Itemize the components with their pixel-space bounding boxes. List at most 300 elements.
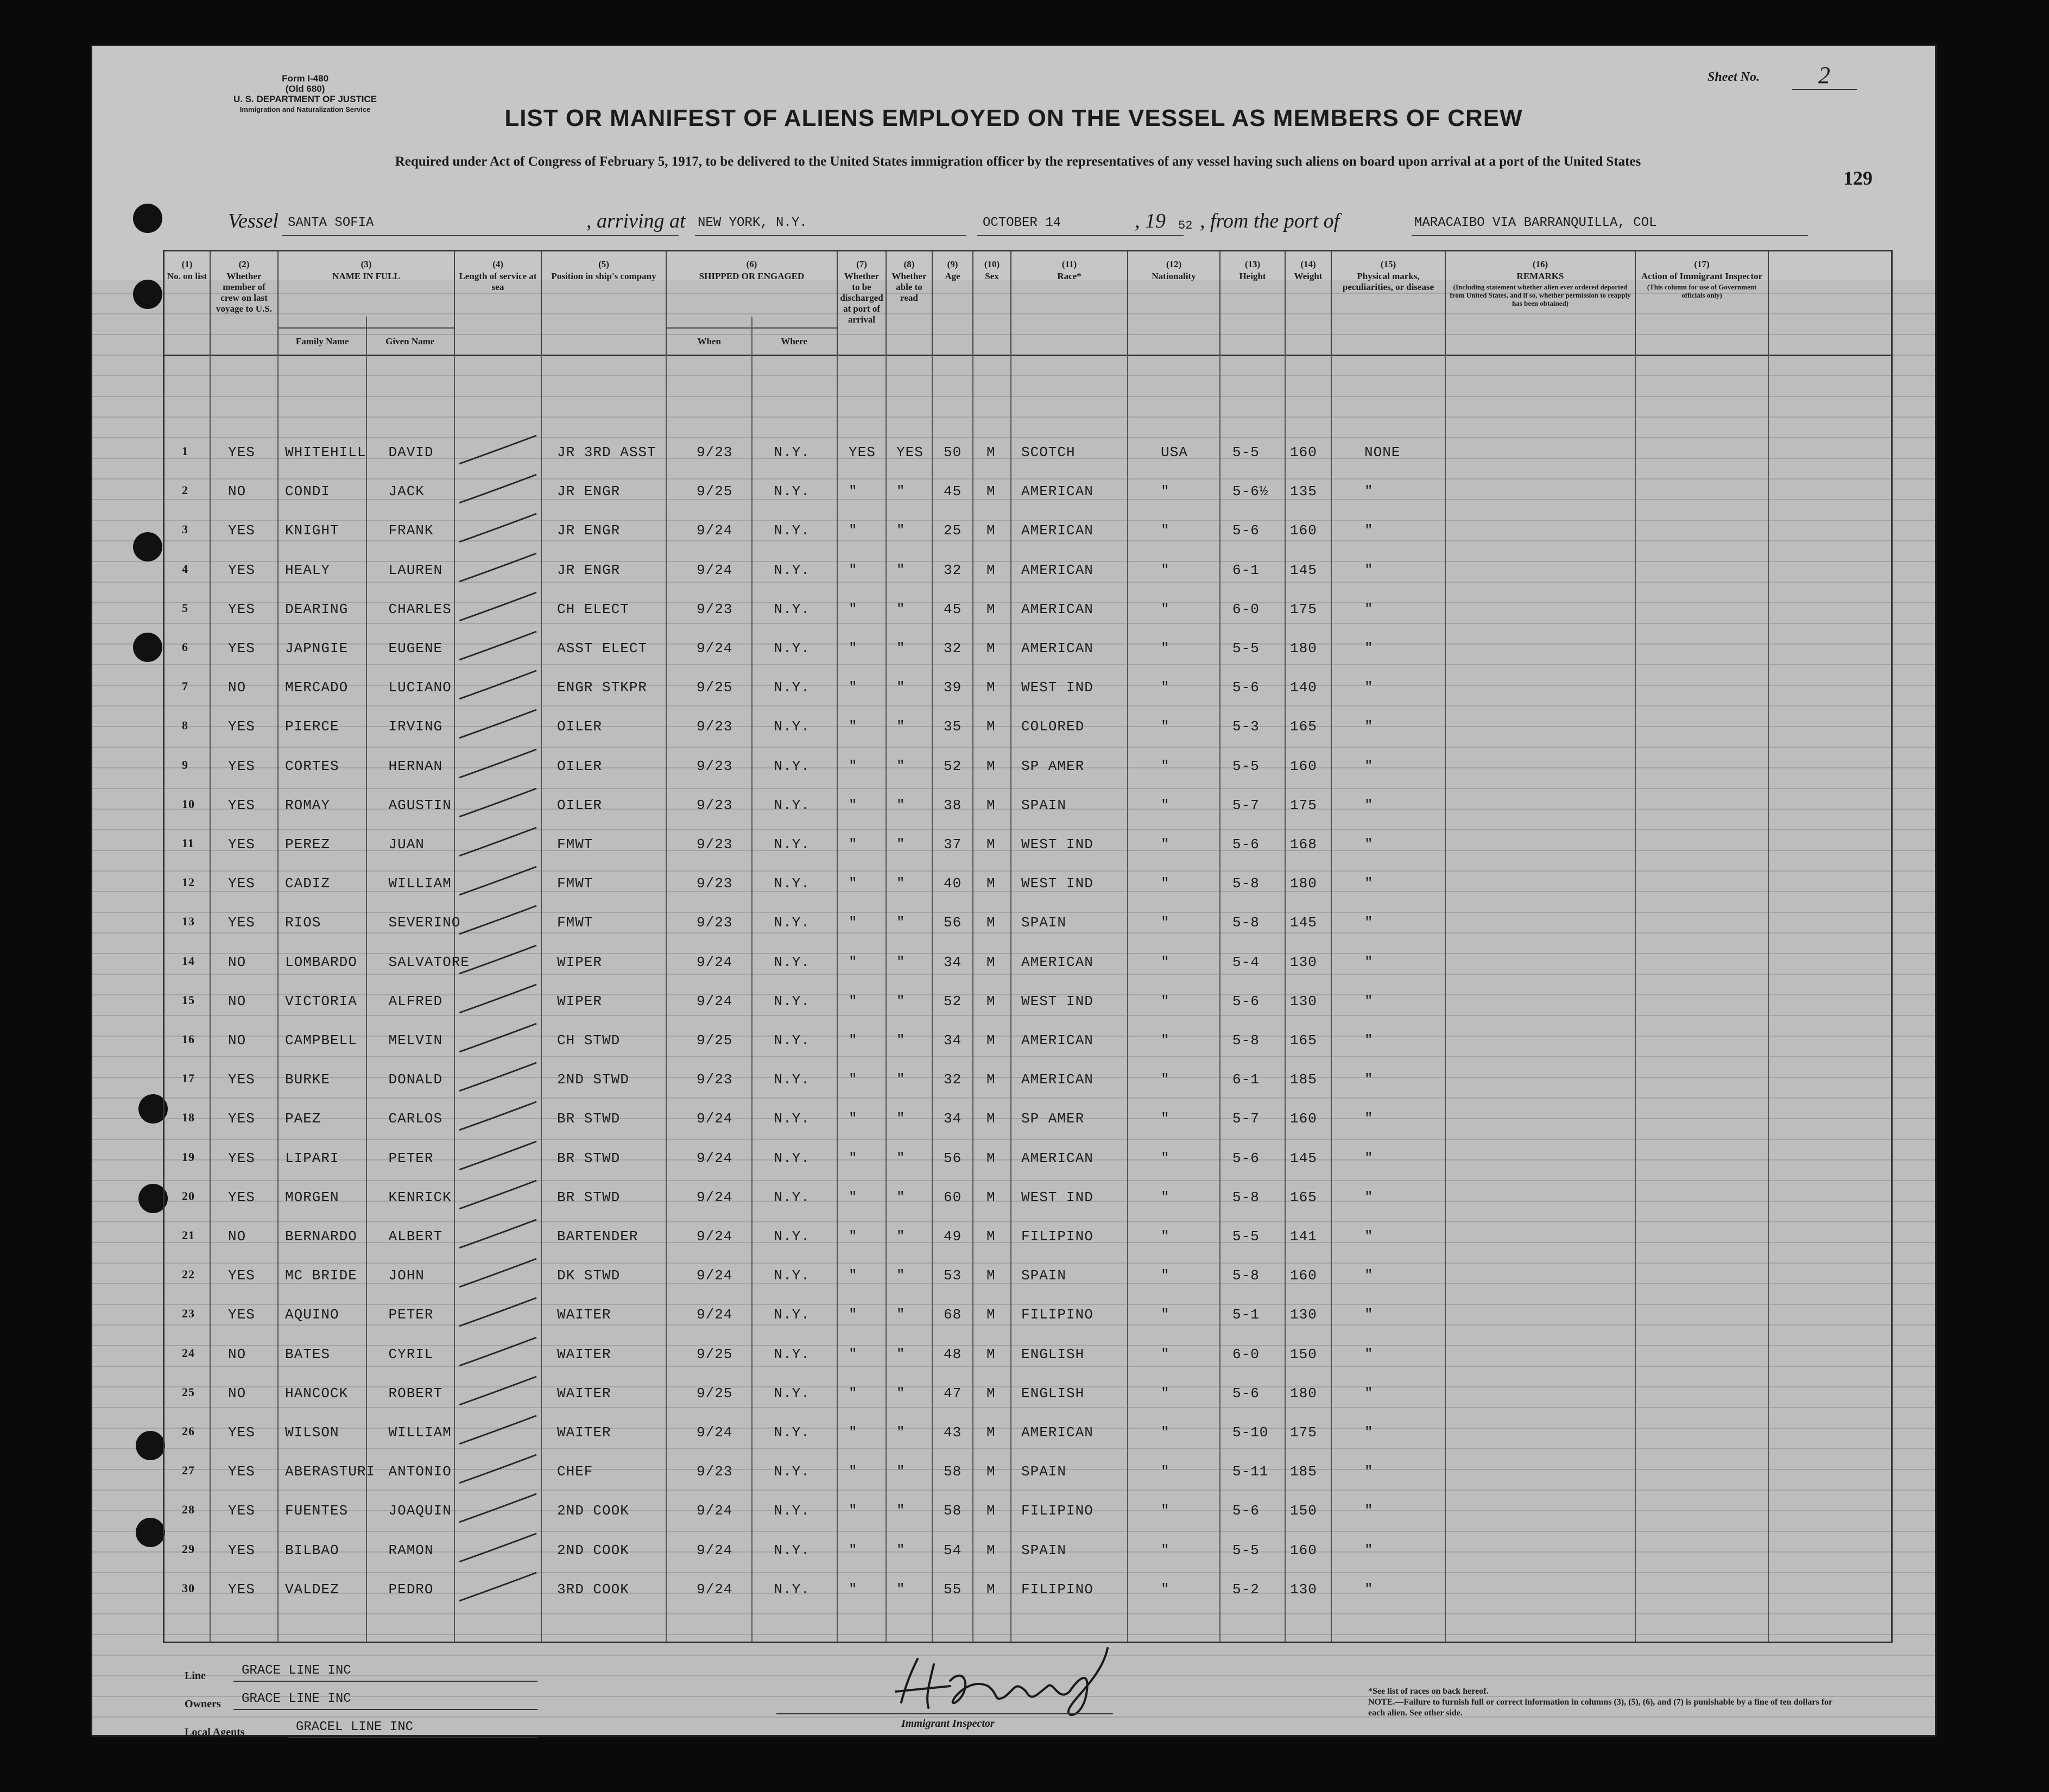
table-row: [165, 875, 1891, 913]
cell-nat: ": [1161, 679, 1170, 696]
cell-height: 5-8: [1232, 1267, 1260, 1284]
cell-race: AMERICAN: [1021, 1071, 1093, 1088]
service-length-mark: [455, 1057, 542, 1095]
cell-age: 32: [944, 561, 962, 578]
cell-nat: ": [1161, 1032, 1170, 1049]
column-number: (12): [1166, 259, 1182, 269]
cell-age: 58: [944, 1463, 962, 1480]
cell-prev: YES: [228, 1110, 255, 1127]
cell-family: BILBAO: [285, 1542, 339, 1558]
cell-height: 5-8: [1232, 914, 1260, 931]
cell-no: 14: [182, 954, 195, 968]
cell-weight: 175: [1290, 797, 1317, 813]
column-header: [1636, 251, 1769, 355]
service-length-mark: [455, 1488, 542, 1526]
form-number: Form I-480: [282, 73, 329, 84]
cell-no: 23: [182, 1307, 195, 1321]
cell-family: LOMBARDO: [285, 954, 357, 970]
cell-disch: ": [849, 1307, 858, 1323]
cell-marks: ": [1364, 483, 1374, 500]
cell-sex: M: [986, 1032, 996, 1049]
cell-race: AMERICAN: [1021, 954, 1093, 970]
column-header: [542, 251, 667, 355]
cell-family: HANCOCK: [285, 1385, 349, 1402]
cell-nat: ": [1161, 1189, 1170, 1206]
cell-age: 53: [944, 1267, 962, 1284]
form-old-number: (Old 680): [285, 84, 325, 94]
service-length-mark: [455, 940, 542, 978]
cell-nat: ": [1161, 1228, 1170, 1245]
column-header: [838, 251, 887, 355]
cell-disch: ": [849, 836, 858, 853]
column-number: (9): [947, 259, 958, 269]
table-row: [165, 1424, 1891, 1462]
cell-disch: ": [849, 1150, 858, 1166]
cell-when: 9/23: [697, 718, 733, 735]
vessel-label: Vessel: [228, 210, 279, 232]
cell-race: SP AMER: [1021, 1110, 1085, 1127]
cell-race: SCOTCH: [1021, 444, 1076, 460]
cell-marks: ": [1364, 1581, 1374, 1598]
cell-weight: 130: [1290, 1581, 1317, 1598]
cell-age: 68: [944, 1307, 962, 1323]
service-length-mark: [455, 822, 542, 860]
column-number: (5): [598, 259, 609, 269]
cell-marks: ": [1364, 1267, 1374, 1284]
cell-disch: ": [849, 993, 858, 1009]
cell-weight: 145: [1290, 561, 1317, 578]
column-header: [1011, 251, 1128, 355]
cell-nat: ": [1161, 914, 1170, 931]
cell-read: ": [896, 1110, 906, 1127]
cell-prev: NO: [228, 679, 246, 696]
cell-when: 9/25: [697, 483, 733, 500]
column-note: (This column for use of Government officials only): [1647, 283, 1757, 299]
column-label: Action of Immigrant Inspector: [1641, 271, 1763, 281]
cell-no: 28: [182, 1503, 195, 1517]
year-label: , 19: [1135, 210, 1166, 232]
column-label: Nationality: [1152, 271, 1196, 281]
cell-weight: 180: [1290, 1385, 1317, 1402]
cell-age: 34: [944, 954, 962, 970]
cell-marks: ": [1364, 758, 1374, 774]
cell-family: ROMAY: [285, 797, 331, 813]
cell-when: 9/25: [697, 1346, 733, 1362]
cell-position: BARTENDER: [557, 1228, 638, 1245]
cell-height: 5-5: [1232, 444, 1260, 460]
cell-nat: ": [1161, 1385, 1170, 1402]
table-row: [165, 522, 1891, 560]
cell-prev: YES: [228, 1542, 255, 1558]
cell-read: ": [896, 522, 906, 539]
cell-disch: ": [849, 1071, 858, 1088]
cell-given: WILLIAM: [388, 1424, 452, 1441]
cell-height: 5-6½: [1232, 483, 1269, 500]
cell-when: 9/24: [697, 954, 733, 970]
cell-read: ": [896, 914, 906, 931]
table-row: [165, 1307, 1891, 1345]
cell-where: N.Y.: [774, 1346, 810, 1362]
cell-disch: YES: [849, 444, 876, 460]
cell-where: N.Y.: [774, 1385, 810, 1402]
cell-when: 9/25: [697, 1032, 733, 1049]
column-header: [973, 251, 1011, 355]
cell-height: 5-6: [1232, 679, 1260, 696]
cell-race: ENGLISH: [1021, 1346, 1085, 1362]
arrival-year: 52: [1178, 219, 1193, 232]
cell-read: ": [896, 1581, 906, 1598]
cell-given: HERNAN: [388, 758, 443, 774]
cell-sex: M: [986, 679, 996, 696]
cell-height: 5-6: [1232, 522, 1260, 539]
cell-race: FILIPINO: [1021, 1228, 1093, 1245]
cell-nat: ": [1161, 758, 1170, 774]
cell-read: ": [896, 797, 906, 813]
cell-read: ": [896, 679, 906, 696]
cell-prev: NO: [228, 483, 246, 500]
cell-no: 5: [182, 601, 188, 615]
cell-sex: M: [986, 875, 996, 892]
cell-weight: 160: [1290, 1110, 1317, 1127]
cell-sex: M: [986, 1424, 996, 1441]
cell-position: BR STWD: [557, 1150, 621, 1166]
cell-height: 5-8: [1232, 1032, 1260, 1049]
punch-hole: [133, 532, 162, 561]
cell-where: N.Y.: [774, 954, 810, 970]
cell-marks: ": [1364, 1071, 1374, 1088]
cell-sex: M: [986, 718, 996, 735]
service-length-mark: [455, 783, 542, 821]
cell-weight: 175: [1290, 1424, 1317, 1441]
cell-read: ": [896, 1150, 906, 1166]
cell-age: 32: [944, 1071, 962, 1088]
cell-marks: ": [1364, 1385, 1374, 1402]
cell-weight: 150: [1290, 1503, 1317, 1519]
column-header: [667, 251, 838, 355]
table-row: [165, 1189, 1891, 1227]
cell-when: 9/24: [697, 1267, 733, 1284]
underline: [776, 1713, 1113, 1714]
cell-position: BR STWD: [557, 1189, 621, 1206]
cell-read: ": [896, 1463, 906, 1480]
cell-age: 25: [944, 522, 962, 539]
cell-family: PIERCE: [285, 718, 339, 735]
penalty-note: NOTE.—Failure to furnish full or correct information in columns (3), (5), (6), and (7) is punishable by a fine of ten dollars for each alien. See other side.: [1368, 1698, 1832, 1718]
column-number: (17): [1694, 259, 1710, 269]
cell-weight: 185: [1290, 1071, 1317, 1088]
cell-race: WEST IND: [1021, 679, 1093, 696]
cell-marks: ": [1364, 1307, 1374, 1323]
cell-disch: ": [849, 1581, 858, 1598]
cell-height: 6-1: [1232, 1071, 1260, 1088]
cell-nat: ": [1161, 1267, 1170, 1284]
column-number: (11): [1061, 259, 1077, 269]
cell-marks: ": [1364, 601, 1374, 617]
column-label: Position in ship's company: [551, 271, 656, 281]
cell-no: 13: [182, 914, 195, 929]
cell-height: 5-6: [1232, 1503, 1260, 1519]
cell-disch: ": [849, 601, 858, 617]
cell-no: 22: [182, 1267, 195, 1282]
cell-age: 35: [944, 718, 962, 735]
cell-age: 54: [944, 1542, 962, 1558]
cell-weight: 150: [1290, 1346, 1317, 1362]
cell-no: 16: [182, 1032, 195, 1046]
cell-position: JR ENGR: [557, 483, 621, 500]
cell-nat: ": [1161, 522, 1170, 539]
cell-prev: YES: [228, 561, 255, 578]
service-length-mark: [455, 1567, 542, 1605]
cell-prev: YES: [228, 1189, 255, 1206]
owners-value: GRACE LINE INC: [242, 1692, 351, 1706]
column-label: Whether to be discharged at port of arrival: [840, 271, 883, 325]
table-row: [165, 993, 1891, 1031]
table-row: [165, 797, 1891, 835]
service-length-mark: [455, 1528, 542, 1566]
cell-no: 21: [182, 1228, 195, 1242]
local-agents-label: Local Agents: [185, 1726, 245, 1738]
line-label: Line: [185, 1670, 206, 1682]
service-length-mark: [455, 704, 542, 742]
cell-family: PEREZ: [285, 836, 331, 853]
cell-given: SEVERINO: [388, 914, 461, 931]
punch-hole: [136, 1431, 165, 1460]
cell-no: 17: [182, 1071, 195, 1086]
cell-age: 52: [944, 758, 962, 774]
cell-family: RIOS: [285, 914, 321, 931]
column-label: Whether able to read: [891, 271, 927, 303]
cell-disch: ": [849, 1503, 858, 1519]
service-length-mark: [455, 469, 542, 507]
table-row: [165, 1032, 1891, 1070]
cell-height: 5-4: [1232, 954, 1260, 970]
cell-race: FILIPINO: [1021, 1503, 1093, 1519]
cell-weight: 168: [1290, 836, 1317, 853]
table-row: [165, 1385, 1891, 1423]
cell-no: 12: [182, 875, 195, 889]
cell-read: ": [896, 601, 906, 617]
cell-disch: ": [849, 1346, 858, 1362]
cell-height: 5-5: [1232, 640, 1260, 657]
cell-given: LAUREN: [388, 561, 443, 578]
cell-when: 9/24: [697, 1228, 733, 1245]
cell-family: PAEZ: [285, 1110, 321, 1127]
cell-nat: ": [1161, 483, 1170, 500]
cell-where: N.Y.: [774, 1110, 810, 1127]
cell-nat: USA: [1161, 444, 1188, 460]
cell-sex: M: [986, 1581, 996, 1598]
cell-race: AMERICAN: [1021, 640, 1093, 657]
cell-race: SPAIN: [1021, 797, 1067, 813]
cell-weight: 180: [1290, 875, 1317, 892]
cell-nat: ": [1161, 1150, 1170, 1166]
cell-given: JACK: [388, 483, 425, 500]
cell-weight: 160: [1290, 522, 1317, 539]
department-name: U. S. DEPARTMENT OF JUSTICE: [233, 94, 377, 104]
cell-nat: ": [1161, 601, 1170, 617]
service-length-mark: [455, 1214, 542, 1252]
cell-family: VICTORIA: [285, 993, 357, 1009]
cell-disch: ": [849, 679, 858, 696]
cell-disch: ": [849, 561, 858, 578]
cell-height: 5-5: [1232, 1542, 1260, 1558]
cell-prev: YES: [228, 914, 255, 931]
cell-age: 48: [944, 1346, 962, 1362]
punch-hole: [133, 633, 162, 662]
cell-where: N.Y.: [774, 1032, 810, 1049]
table-row: [165, 679, 1891, 717]
cell-age: 56: [944, 914, 962, 931]
cell-sex: M: [986, 993, 996, 1009]
cell-no: 8: [182, 718, 188, 733]
table-row: [165, 954, 1891, 992]
cell-marks: ": [1364, 1542, 1374, 1558]
manifest-page: [92, 46, 1935, 1738]
cell-disch: ": [849, 1463, 858, 1480]
column-number: (16): [1532, 259, 1548, 269]
cell-prev: NO: [228, 1032, 246, 1049]
cell-when: 9/23: [697, 601, 733, 617]
crew-manifest-table: [163, 250, 1893, 1643]
cell-nat: ": [1161, 797, 1170, 813]
cell-weight: 145: [1290, 914, 1317, 931]
cell-when: 9/24: [697, 1307, 733, 1323]
cell-nat: ": [1161, 836, 1170, 853]
cell-marks: ": [1364, 993, 1374, 1009]
cell-position: WAITER: [557, 1385, 611, 1402]
arriving-label: , arriving at: [586, 210, 686, 232]
underline: [977, 235, 1184, 236]
cell-weight: 145: [1290, 1150, 1317, 1166]
cell-marks: ": [1364, 797, 1374, 813]
cell-weight: 135: [1290, 483, 1317, 500]
cell-given: WILLIAM: [388, 875, 452, 892]
cell-family: AQUINO: [285, 1307, 339, 1323]
cell-age: 45: [944, 601, 962, 617]
punch-hole: [133, 204, 162, 233]
cell-read: ": [896, 954, 906, 970]
cell-given: EUGENE: [388, 640, 443, 657]
cell-height: 6-1: [1232, 561, 1260, 578]
sheet-label: Sheet No.: [1708, 70, 1760, 84]
cell-where: N.Y.: [774, 522, 810, 539]
cell-given: PETER: [388, 1307, 434, 1323]
cell-read: ": [896, 1032, 906, 1049]
column-number: (7): [856, 259, 867, 269]
cell-marks: ": [1364, 522, 1374, 539]
cell-race: AMERICAN: [1021, 561, 1093, 578]
column-header: [1128, 251, 1220, 355]
cell-nat: ": [1161, 993, 1170, 1009]
service-length-mark: [455, 1332, 542, 1370]
cell-read: ": [896, 1385, 906, 1402]
cell-where: N.Y.: [774, 640, 810, 657]
cell-read: ": [896, 1542, 906, 1558]
cell-where: N.Y.: [774, 875, 810, 892]
punch-hole: [133, 280, 162, 309]
cell-read: ": [896, 1346, 906, 1362]
service-length-mark: [455, 979, 542, 1017]
cell-family: BURKE: [285, 1071, 331, 1088]
cell-read: ": [896, 875, 906, 892]
cell-marks: ": [1364, 1346, 1374, 1362]
arrival-port: NEW YORK, N.Y.: [698, 216, 807, 230]
cell-position: JR ENGR: [557, 561, 621, 578]
service-length-mark: [455, 900, 542, 938]
service-length-mark: [455, 430, 542, 468]
cell-race: FILIPINO: [1021, 1581, 1093, 1598]
cell-where: N.Y.: [774, 914, 810, 931]
cell-given: ANTONIO: [388, 1463, 452, 1480]
cell-given: SALVATORE: [388, 954, 470, 970]
cell-age: 39: [944, 679, 962, 696]
cell-marks: ": [1364, 914, 1374, 931]
column-number: (1): [181, 259, 193, 269]
cell-no: 9: [182, 758, 188, 772]
cell-disch: ": [849, 1542, 858, 1558]
cell-sex: M: [986, 522, 996, 539]
cell-age: 55: [944, 1581, 962, 1598]
cell-age: 43: [944, 1424, 962, 1441]
owners-label: Owners: [185, 1698, 221, 1710]
cell-position: BR STWD: [557, 1110, 621, 1127]
cell-height: 5-7: [1232, 1110, 1260, 1127]
column-label: Age: [945, 271, 960, 281]
cell-race: SPAIN: [1021, 1542, 1067, 1558]
column-header: [1286, 251, 1332, 355]
cell-sex: M: [986, 1503, 996, 1519]
cell-weight: 160: [1290, 444, 1317, 460]
service-length-mark: [455, 1292, 542, 1330]
cell-height: 5-3: [1232, 718, 1260, 735]
cell-age: 52: [944, 993, 962, 1009]
cell-read: ": [896, 993, 906, 1009]
cell-when: 9/24: [697, 1581, 733, 1598]
cell-prev: YES: [228, 1463, 255, 1480]
cell-disch: ": [849, 1032, 858, 1049]
cell-no: 11: [182, 836, 194, 850]
cell-marks: ": [1364, 1110, 1374, 1127]
cell-sex: M: [986, 836, 996, 853]
cell-sex: M: [986, 640, 996, 657]
cell-sex: M: [986, 561, 996, 578]
cell-family: FUENTES: [285, 1503, 349, 1519]
cell-weight: 141: [1290, 1228, 1317, 1245]
cell-marks: ": [1364, 836, 1374, 853]
column-label: SHIPPED OR ENGAGED: [699, 271, 805, 281]
cell-prev: YES: [228, 1307, 255, 1323]
cell-position: JR ENGR: [557, 522, 621, 539]
cell-position: WIPER: [557, 993, 603, 1009]
cell-marks: ": [1364, 1032, 1374, 1049]
cell-age: 38: [944, 797, 962, 813]
cell-no: 7: [182, 679, 188, 693]
inspector-signature: [885, 1643, 1156, 1724]
cell-family: WILSON: [285, 1424, 339, 1441]
column-label: Physical marks, peculiarities, or disease: [1342, 271, 1434, 292]
cell-when: 9/24: [697, 1110, 733, 1127]
cell-prev: NO: [228, 1228, 246, 1245]
cell-when: 9/24: [697, 522, 733, 539]
cell-where: N.Y.: [774, 1150, 810, 1166]
cell-weight: 130: [1290, 1307, 1317, 1323]
cell-family: HEALY: [285, 561, 331, 578]
cell-race: AMERICAN: [1021, 601, 1093, 617]
service-length-mark: [455, 665, 542, 703]
column-number: (10): [984, 259, 1000, 269]
cell-no: 15: [182, 993, 195, 1007]
service-length-mark: [455, 626, 542, 664]
